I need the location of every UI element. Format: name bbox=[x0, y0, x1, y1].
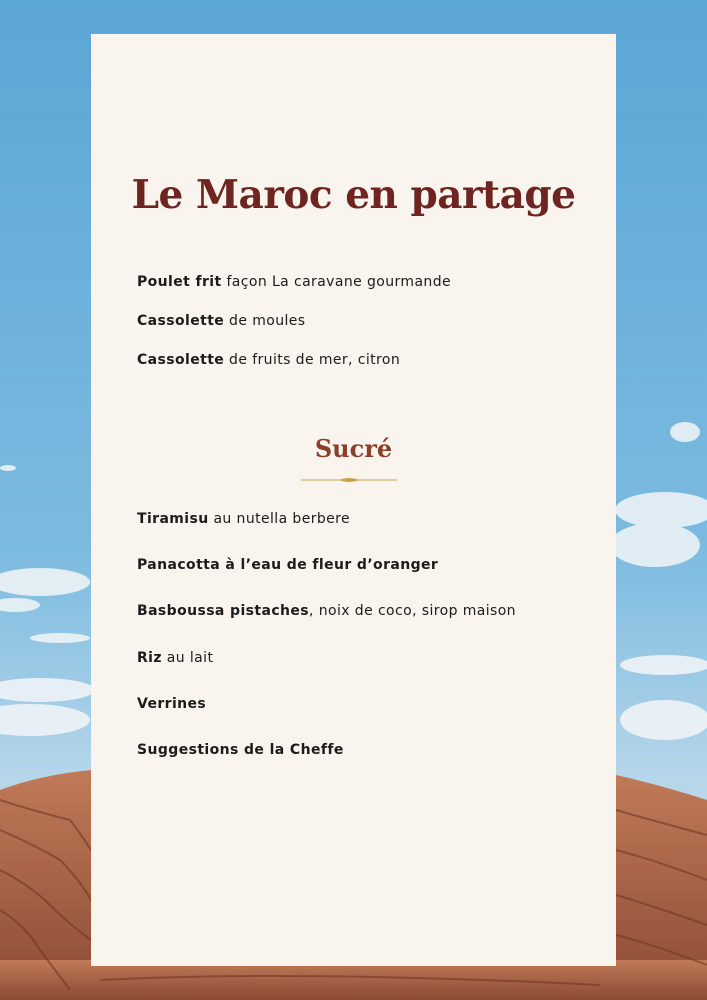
menu-item: Poulet frit façon La caravane gourmande bbox=[137, 274, 452, 290]
ornamental-divider bbox=[301, 475, 397, 485]
menu-item: Cassolette de fruits de mer, citron bbox=[137, 352, 401, 368]
menu-item: Cassolette de moules bbox=[137, 313, 306, 329]
menu-item: Verrines bbox=[137, 696, 207, 712]
menu-card bbox=[91, 34, 616, 966]
menu-item: Riz au lait bbox=[137, 650, 214, 666]
menu-item: Tiramisu au nutella berbere bbox=[137, 511, 351, 527]
menu-title: Le Maroc en partage bbox=[131, 172, 576, 218]
menu-item: Suggestions de la Cheffe bbox=[137, 742, 344, 758]
section-title-sucre: Sucré bbox=[314, 434, 393, 463]
menu-item: Panacotta à l’eau de fleur d’oranger bbox=[137, 557, 439, 573]
menu-item: Basboussa pistaches, noix de coco, sirop maison bbox=[137, 603, 516, 619]
